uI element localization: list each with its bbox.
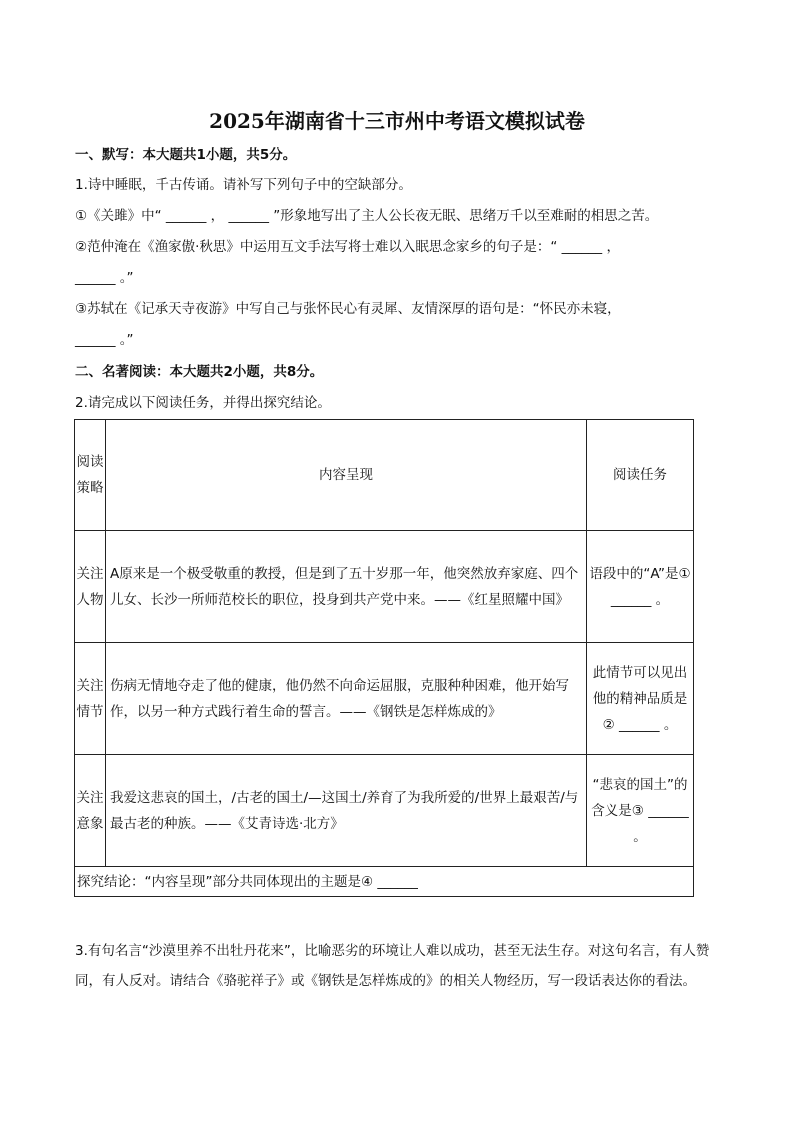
q1-item2-line2: ______ 。” xyxy=(75,270,134,286)
table-header-row xyxy=(75,420,694,531)
row-strategy: 关注情节 xyxy=(75,643,106,755)
row-strategy: 关注人物 xyxy=(75,531,106,643)
header-strategy: 阅读策略 xyxy=(75,420,106,531)
row-task: “悲哀的国土”的含义是③ ______ 。 xyxy=(587,755,694,867)
row-task: 语段中的“A”是① ______ 。 xyxy=(587,531,694,643)
reading-table xyxy=(74,419,694,897)
q1-intro: 1.诗中睡眠，千古传诵。请补写下列句子中的空缺部分。 xyxy=(75,177,412,193)
page-title: 2025年湖南省十三市州中考语文模拟试卷 xyxy=(209,109,585,133)
table-row xyxy=(75,643,694,755)
section1-heading: 一、默写：本大题共1小题，共5分。 xyxy=(75,147,297,163)
row-content: 伤病无情地夺走了他的健康，他仍然不向命运屈服，克服种种困难，他开始写作，以另一种方式践行着生命的誓言。——《钢铁是怎样炼成的》 xyxy=(106,643,587,755)
table-row xyxy=(75,755,694,867)
q1-item1: ①《关雎》中“ ______ ， ______ ”形象地写出了主人公长夜无眠、思绪万千以至难耐的相思之苦。 xyxy=(75,208,659,224)
q1-item3-line1: ③苏轼在《记承天寺夜游》中写自己与张怀民心有灵犀、友情深厚的语句是：“怀民亦未寝， xyxy=(75,301,621,317)
table-conclusion: 探究结论：“内容呈现”部分共同体现出的主题是④ ______ xyxy=(75,867,694,897)
q2-intro: 2.请完成以下阅读任务，并得出探究结论。 xyxy=(75,395,331,411)
q1-item3-line2: ______ 。” xyxy=(75,332,134,348)
table-conclusion-row xyxy=(75,867,694,897)
row-task: 此情节可以见出他的精神品质是② ______ 。 xyxy=(587,643,694,755)
q3-text: 3.有句名言“沙漠里养不出牡丹花来”，比喻恶劣的环境让人难以成功，甚至无法生存。对这句名言，有人赞同，有人反对。请结合《骆驼祥子》或《钢铁是怎样炼成的》的相关人物经历，写一段话表达你的看法。 xyxy=(75,943,710,989)
header-content: 内容呈现 xyxy=(106,420,587,531)
row-strategy: 关注意象 xyxy=(75,755,106,867)
header-task: 阅读任务 xyxy=(587,420,694,531)
q1-item2-line1: ②范仲淹在《渔家傲·秋思》中运用互文手法写将士难以入眠思念家乡的句子是：“ ______ ， xyxy=(75,239,620,255)
table-row xyxy=(75,531,694,643)
row-content: A原来是一个极受敬重的教授，但是到了五十岁那一年，他突然放弃家庭、四个儿女、长沙一所师范校长的职位，投身到共产党中来。——《红星照耀中国》 xyxy=(106,531,587,643)
row-content: 我爱这悲哀的国土，/古老的国土/—这国土/养育了为我所爱的/世界上最艰苦/与最古老的种族。——《艾青诗选·北方》 xyxy=(106,755,587,867)
section2-heading: 二、名著阅读：本大题共2小题，共8分。 xyxy=(75,364,324,380)
